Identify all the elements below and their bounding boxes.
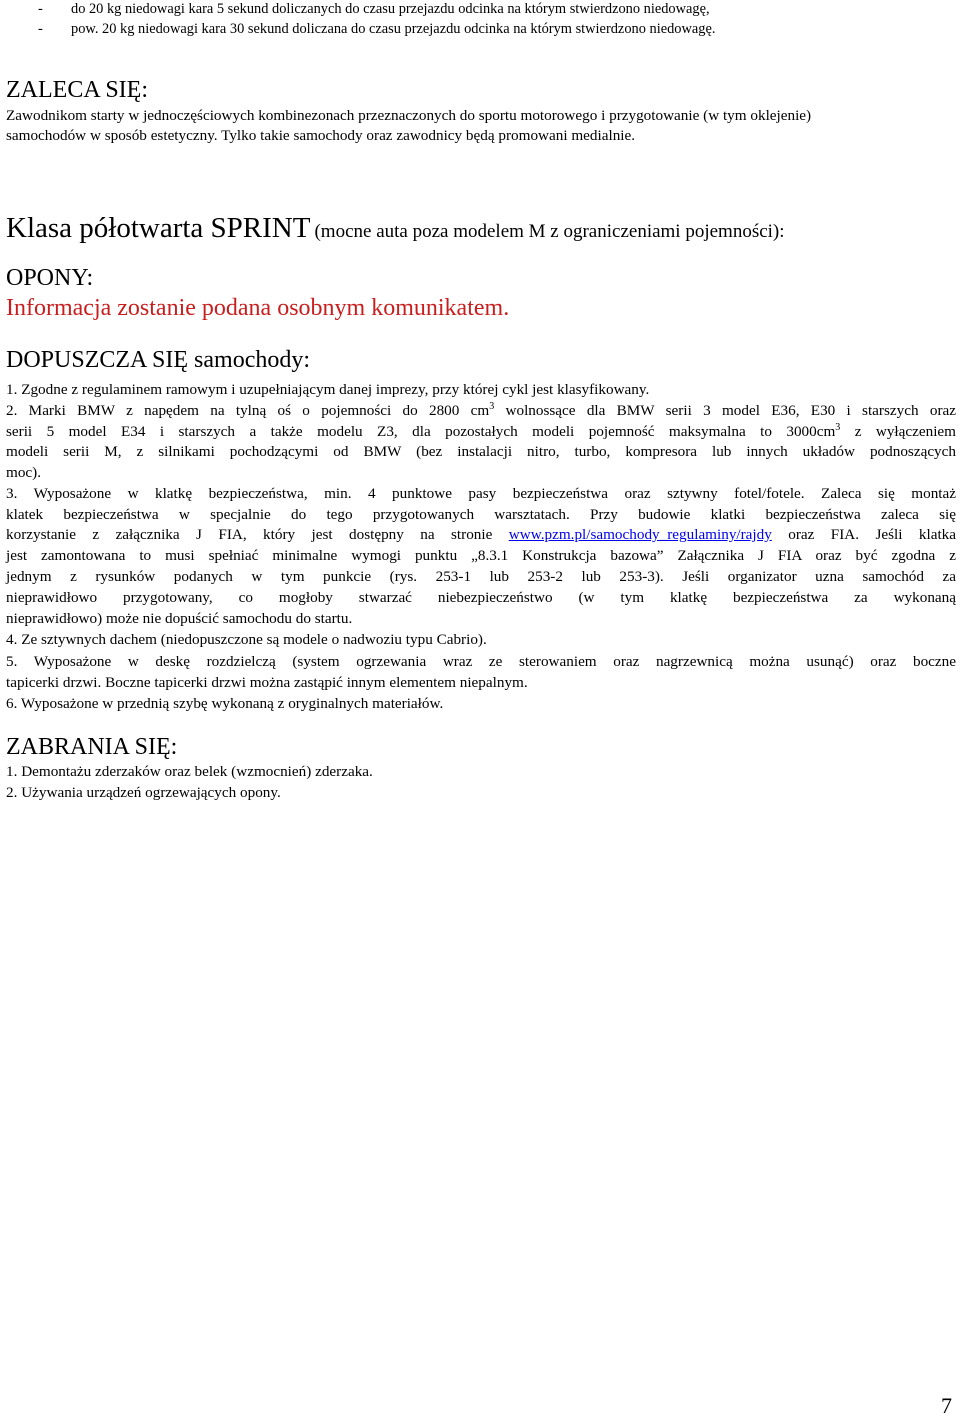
pzm-link[interactable]: www.pzm.pl/samochody_regulaminy/rajdy bbox=[508, 526, 772, 543]
dopuszcza-item-3-line: korzystanie z załącznika J FIA, który jest dostępny na stronie www.pzm.pl/samochody_regulaminy/rajdy oraz FIA. Jeśli klatka bbox=[6, 526, 957, 543]
zaleca-line: Zawodnikom starty w jednoczęściowych kombinezonach przeznaczonych do sportu motorowego i przygotowanie (w tym oklejenie) bbox=[6, 107, 812, 124]
class-title-main: Klasa półotwarta SPRINT bbox=[6, 212, 311, 244]
bullet-text: do 20 kg niedowagi kara 5 sekund doliczanych do czasu przejazdu odcinka na którym stwierdzono niedowagę, bbox=[71, 1, 710, 17]
dopuszcza-item-4: 4. Ze sztywnych dachem (niedopuszczone są modele o nadwoziu typu Cabrio). bbox=[6, 631, 487, 648]
dopuszcza-item-2-line: moc). bbox=[6, 464, 42, 481]
dopuszcza-item-5-line: 5. Wyposażone w deskę rozdzielczą (system ogrzewania wraz ze sterowaniem oraz nagrzewnicą można usunąć) oraz boczne bbox=[6, 653, 956, 670]
dopuszcza-item-3-line: klatek bezpieczeństwa w specjalnie do tego przygotowanych warsztatach. Przy budowie klatki bezpieczeństwa zaleca się bbox=[6, 506, 956, 523]
dopuszcza-item-3-line: nieprawidłowo) może nie dopuścić samochodu do startu. bbox=[6, 610, 353, 627]
bullet-dash: - bbox=[38, 1, 43, 17]
class-title-sub: (mocne auta poza modelem M z ograniczeniami pojemności): bbox=[314, 221, 785, 242]
dopuszcza-item-2-line: modeli serii M, z silnikami pochodzącymi od BMW (bez instalacji nitro, turbo, kompresora lub innych układów podnoszących bbox=[6, 443, 956, 460]
dopuszcza-item-1: 1. Zgodne z regulaminem ramowym i uzupełniającym danej imprezy, przy której cykl jest klasyfikowany. bbox=[6, 381, 650, 398]
zabrania-heading: ZABRANIA SIĘ: bbox=[6, 734, 178, 760]
page-number: 7 bbox=[941, 1393, 952, 1418]
zabrania-item-1: 1. Demontażu zderzaków oraz belek (wzmocnień) zderzaka. bbox=[6, 763, 373, 780]
dopuszcza-item-3-line: 3. Wyposażone w klatkę bezpieczeństwa, min. 4 punktowe pasy bezpieczeństwa oraz sztywny fotel/fotele. Zaleca się montaż bbox=[6, 485, 956, 502]
dopuszcza-item-3-line: jest zamontowana to musi spełniać minimalne wymogi punktu „8.3.1 Konstrukcja bazowa” Załącznika J FIA oraz być zgodna z bbox=[6, 547, 956, 564]
class-title bbox=[6, 212, 785, 245]
dopuszcza-item-6: 6. Wyposażone w przednią szybę wykonaną z oryginalnych materiałów. bbox=[6, 695, 444, 712]
dopuszcza-item-5-line: tapicerki drzwi. Boczne tapicerki drzwi można zastąpić innym elementem niepalnym. bbox=[6, 674, 528, 691]
dopuszcza-item-2-line: 2. Marki BMW z napędem na tylną oś o pojemności do 2800 $cm^3$ wolnossące dla BMW serii 3 model E36, E30 i starszych oraz bbox=[6, 401, 956, 419]
dopuszcza-item-3-line: nieprawidłowo przygotowany, co mogłoby stwarzać niebezpieczeństwo (w tym klatkę bezpieczeństwa za wykonaną bbox=[6, 589, 956, 606]
dopuszcza-item-2-line: serii 5 model E34 i starszych a także modelu Z3, dla pozostałych modeli pojemność maksymalna to $3000cm^3$ z wyłączeniem bbox=[6, 422, 956, 440]
opony-info: Informacja zostanie podana osobnym komunikatem. bbox=[6, 295, 510, 321]
dopuszcza-item-3-line: jednym z rysunków podanych w tym punkcie (rys. 253-1 lub 253-2 lub 253-3). Jeśli organizator uzna samochód za bbox=[6, 568, 956, 585]
dopuszcza-heading: DOPUSZCZA SIĘ samochody: bbox=[6, 347, 311, 373]
bullet-text: pow. 20 kg niedowagi kara 30 sekund doliczana do czasu przejazdu odcinka na którym stwierdzono niedowagę. bbox=[71, 21, 716, 37]
opony-heading: OPONY: bbox=[6, 265, 94, 291]
zaleca-line: samochodów w sposób estetyczny. Tylko takie samochody oraz zawodnicy będą promowani medialnie. bbox=[6, 127, 636, 144]
bullet-dash: - bbox=[38, 21, 43, 37]
zabrania-item-2: 2. Używania urządzeń ogrzewających opony. bbox=[6, 784, 281, 801]
zaleca-heading: ZALECA SIĘ: bbox=[6, 77, 148, 103]
